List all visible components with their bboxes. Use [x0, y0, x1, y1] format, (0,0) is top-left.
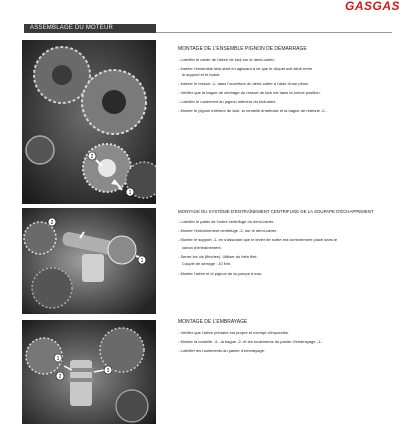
step: le support et le butoir.: [182, 71, 221, 77]
step: - Serrer les vis (flèches). Utiliser du frein filet.: [178, 253, 258, 259]
step: - Insérer le ressort -1- dans l'ouverture du demi-carter à l'aide d'une pince.: [178, 80, 310, 86]
header-rule: [156, 32, 392, 33]
step: - Monter l'entraînement centrifuge -2- sur le demi-carter.: [178, 228, 278, 234]
section-title: MONTAGE DU SYSTÈME D'ENTRAÎNEMENT CENTRIFUGE DE LA SOUPAPE D'ÉCHAPPEMENT: [178, 209, 374, 214]
callout-1-label: 1: [56, 356, 60, 362]
step: - Insérer l'ensemble kick-start en agissant à ce que le cliquet soit situé entre: [178, 66, 313, 72]
section-centrifugal-drive: [178, 209, 398, 280]
centrifugal-photo-illustration: [22, 208, 156, 314]
step: - Monter le pignon intérieur de kick, la rondelle entretoise et la bague de retenue -2-.: [178, 108, 327, 114]
photo-centrifugal-drive: [22, 208, 156, 314]
step: - Monter la rondelle -3-, la bague -2- et les roulements du panier d'embrayage -1-.: [178, 339, 323, 345]
section-clutch: [178, 319, 398, 357]
photo-kickstart-assembly: [22, 40, 156, 204]
section-starter-pinion: [178, 46, 398, 117]
section-title: MONTAGE DE L'EMBRAYAGE: [178, 319, 248, 325]
callout-2-label: 2: [90, 154, 94, 160]
callout-2-label: 2: [58, 374, 62, 380]
step: - Lubrifier les roulements du panier d'embrayage.: [178, 348, 266, 354]
section-title: MONTAGE DE L'ENSEMBLE PIGNON DE DÉMARRAGE: [178, 46, 307, 52]
section-header-bar: [24, 24, 156, 33]
callout-3-label: 3: [106, 368, 110, 374]
photo-clutch: [22, 320, 156, 424]
gasgas-logo: GASGAS: [344, 0, 400, 13]
step: - Lubrifier le palier de l'arbre centrifuge du demi-carter.: [178, 219, 275, 224]
step: Couple de serrage : 10 Nm.: [182, 261, 232, 267]
step: - Vérifier que la bague de centrage du ressort de kick est dans la bonne position.: [178, 89, 321, 95]
step: - Monter le support -1- en s'assurant que le levier de sortie est correctement placé dans le: [178, 237, 338, 243]
page-title: ASSEMBLAGE DU MOTEUR: [30, 25, 114, 31]
callout-1-label: 1: [140, 258, 144, 264]
step: - Vérifier que l'arbre primaire est propre et exempt d'impuretés.: [178, 330, 290, 335]
step: canon d'entraînement.: [182, 244, 222, 250]
step: - Lubrifier le carter de l'arbre de kick sur le demi-carter.: [178, 57, 275, 62]
callout-2-label: 2: [50, 220, 54, 226]
clutch-photo-illustration: [22, 320, 156, 424]
step: - Lubrifier le roulement du pignon intérieur du kick-start.: [178, 98, 277, 104]
kickstart-photo-illustration: [22, 40, 156, 204]
callout-1-label: 1: [128, 190, 132, 196]
step: - Monter l'arbre et le pignon de la pompe à eau.: [178, 270, 263, 276]
